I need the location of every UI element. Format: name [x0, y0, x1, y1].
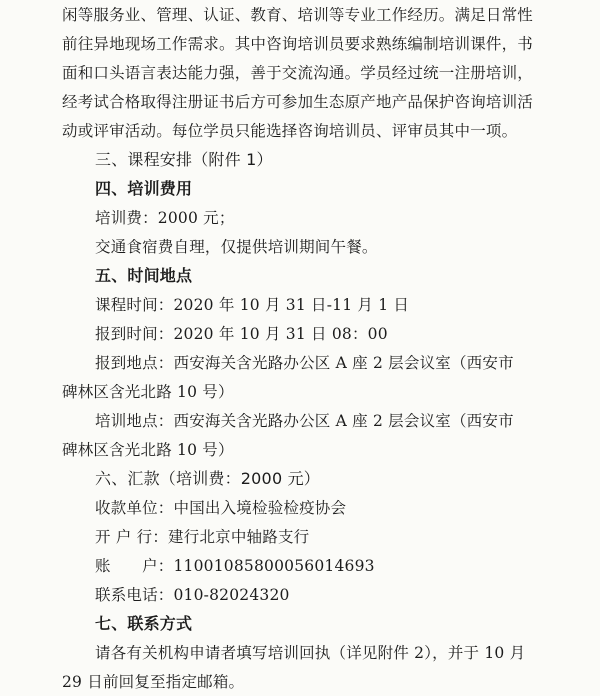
section-7-heading: 七、联系方式: [95, 614, 193, 633]
section-6-heading: 六、汇款（培训费：2000 元）: [95, 469, 321, 488]
payee: 收款单位：中国出入境检验检疫协会: [95, 499, 347, 517]
section-4-heading: 四、培训费用: [95, 179, 193, 198]
section-7-line-1: 请各有关机构申请者填写培训回执（详见附件 2），并于 10 月: [95, 644, 526, 662]
section-7-line-2: 29 日前回复至指定邮箱。: [62, 673, 245, 691]
bank: 开 户 行：建行北京中轴路支行: [95, 528, 310, 546]
intro-line-5: 动或评审活动。每位学员只能选择咨询培训员、评审员其中一项。: [62, 122, 518, 140]
intro-line-1: 闲等服务业、管理、认证、教育、培训等专业工作经历。满足日常性: [62, 6, 534, 24]
checkin-time: 报到时间：2020 年 10 月 31 日 08：00: [95, 325, 388, 343]
course-time: 课程时间：2020 年 10 月 31 日-11 月 1 日: [95, 296, 410, 314]
intro-line-4: 经考试合格取得注册证书后方可参加生态原产地产品保护咨询培训活: [62, 93, 534, 111]
checkin-place-line-2: 碑林区含光北路 10 号）: [62, 383, 234, 401]
training-place-line-1: 培训地点：西安海关含光路办公区 A 座 2 层会议室（西安市: [95, 412, 514, 430]
contact-phone: 联系电话：010-82024320: [95, 586, 290, 604]
account: 账 户：11001085800056014693: [95, 557, 375, 575]
section-5-heading: 五、时间地点: [95, 266, 193, 285]
training-place-line-2: 碑林区含光北路 10 号）: [62, 441, 234, 459]
intro-line-2: 前往异地现场工作需求。其中咨询培训员要求熟练编制培训课件，书: [62, 35, 534, 53]
training-fee: 培训费：2000 元；: [95, 209, 235, 227]
checkin-place-line-1: 报到地点：西安海关含光路办公区 A 座 2 层会议室（西安市: [95, 354, 514, 372]
expense-note: 交通食宿费自理，仅提供培训期间午餐。: [95, 238, 378, 256]
section-3-heading: 三、课程安排（附件 1）: [95, 150, 273, 169]
intro-line-3: 面和口头语言表达能力强，善于交流沟通。学员经过统一注册培训，: [62, 64, 534, 82]
